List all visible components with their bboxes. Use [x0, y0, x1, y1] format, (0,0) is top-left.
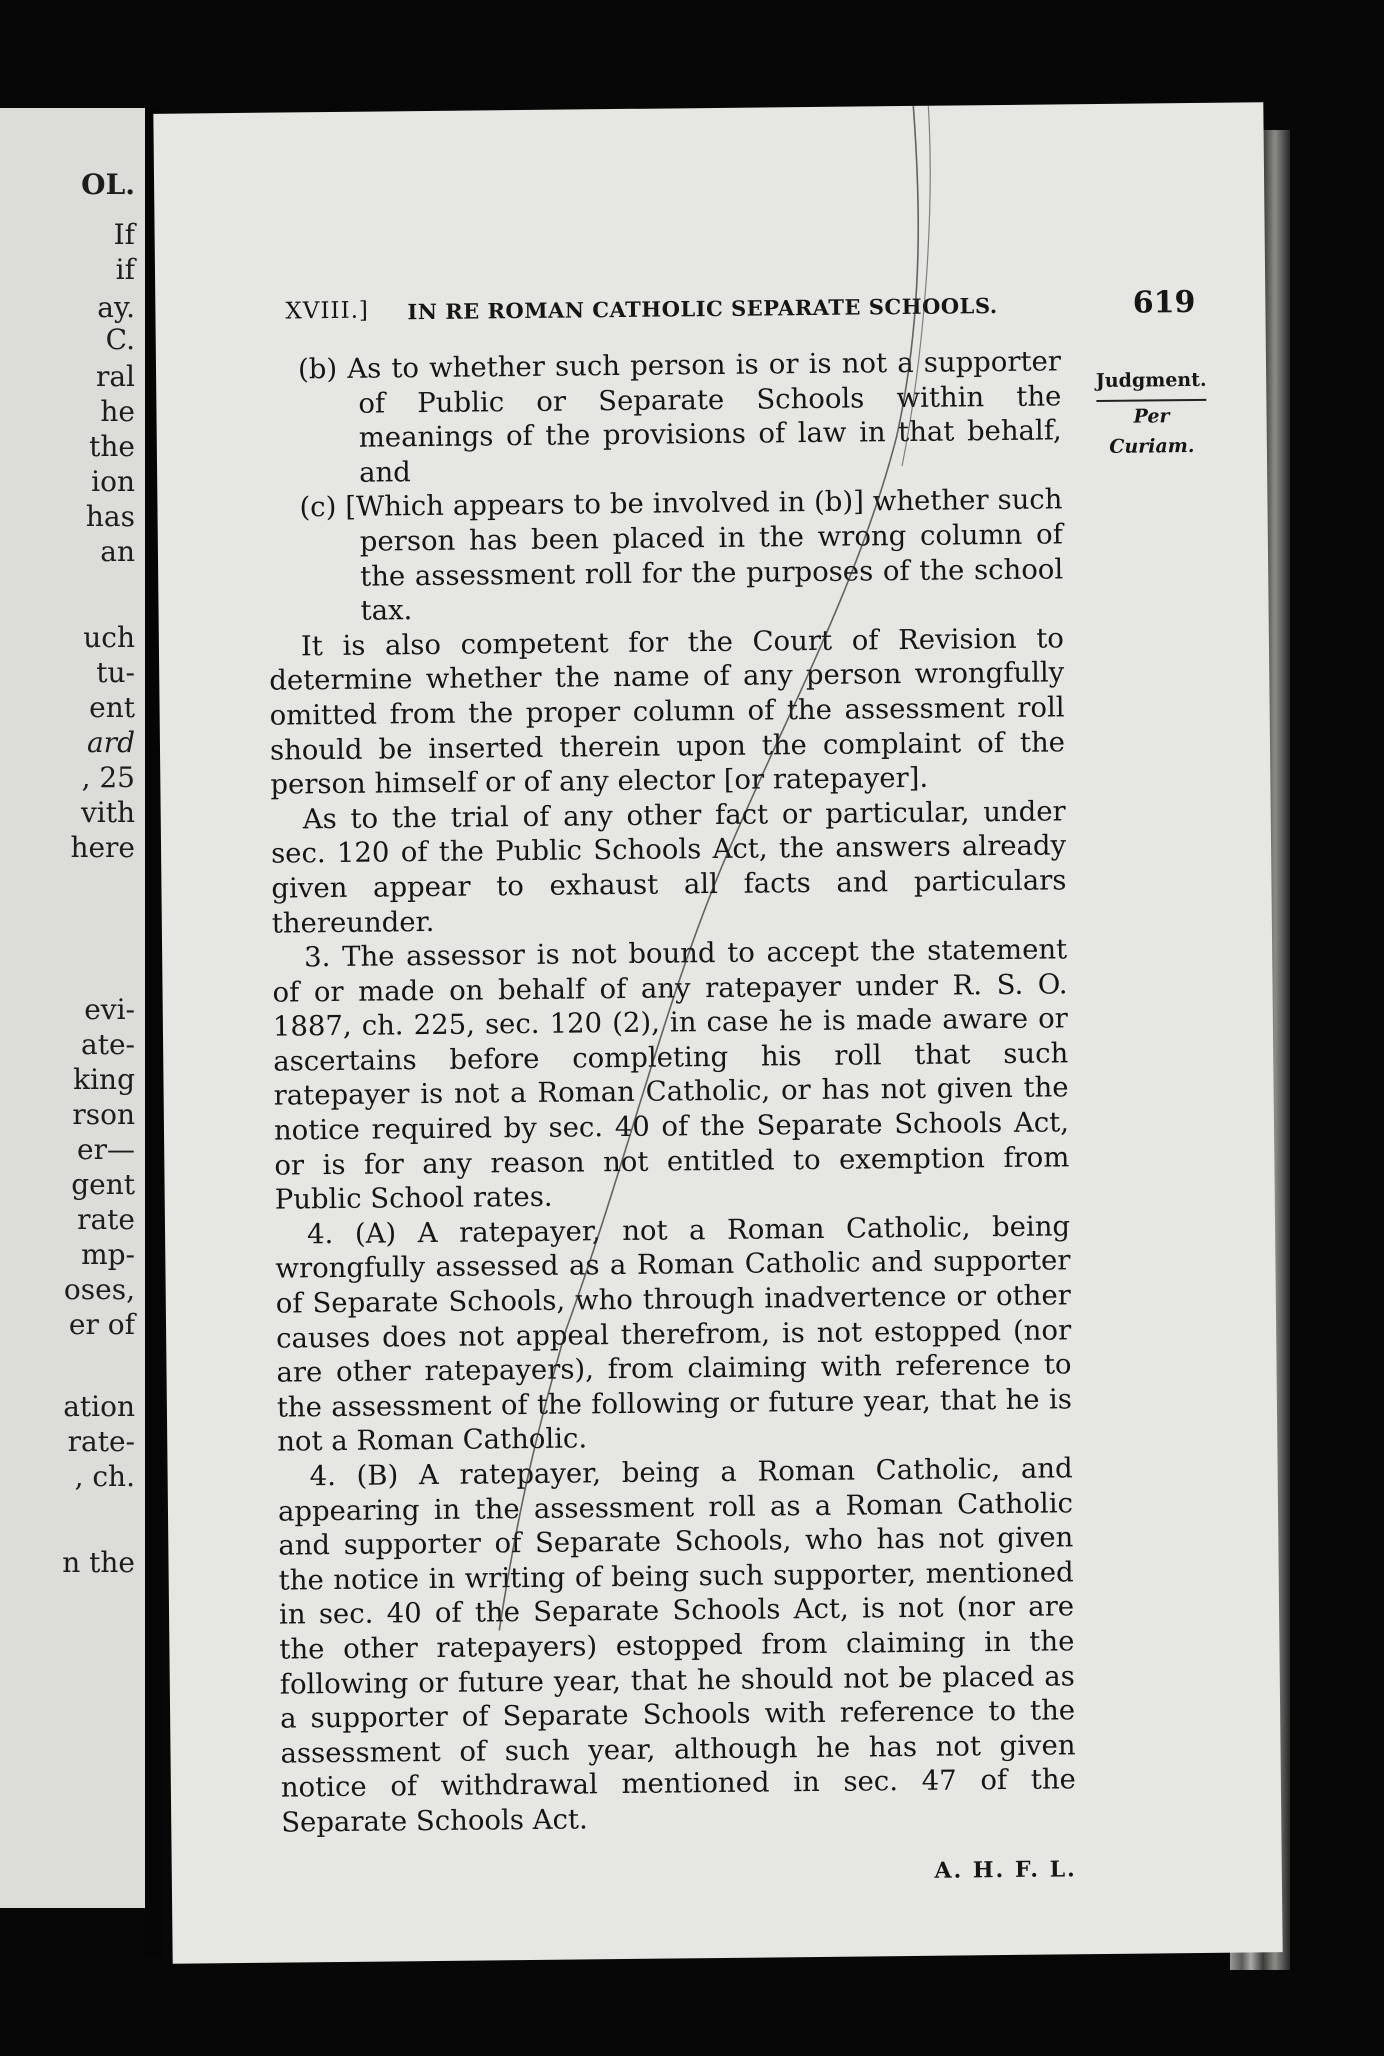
left-page-text-fragment: , 25	[81, 761, 135, 794]
page-body	[266, 344, 1077, 1894]
margin-note-subheading: Per Curiam.	[1096, 399, 1207, 462]
left-page-text-fragment: ard	[86, 726, 135, 759]
left-page-text-fragment: evi-	[84, 993, 135, 1026]
left-page-text-fragment: ion	[91, 465, 135, 498]
left-page-text-fragment: has	[85, 500, 135, 533]
paragraph-4b: 4. (B) A ratepayer, being a Roman Catholic, and appearing in the assessment roll as a Roman Catholic and supporter of Separate Schools, who has not given the notice in writing of being such supporter, mentioned in sec. 40 of the Separate Schools Act, is not (nor are the other ratepayers) estopped from claiming in the following or future year, that he should not be placed as a supporter of Separate Schools with reference to the assessment of such year, although he has not given notice of withdrawal mentioned in sec. 47 of the Separate Schools Act.	[277, 1452, 1077, 1839]
paragraph-court-of-revision: It is also competent for the Court of Revision to determine whether the name of any person wrongfully omitted from the proper column of the assessment roll should be inserted therein upon the complaint of the person himself or of any elector [or ratepayer].	[269, 622, 1066, 801]
left-page-text-fragment: mp-	[81, 1238, 135, 1271]
left-page-text-fragment: uch	[83, 621, 135, 654]
margin-note	[1076, 365, 1227, 463]
left-page-text-fragment: n the	[62, 1546, 135, 1579]
left-page-text-fragment: the	[89, 430, 135, 463]
clause-c: (c) [Which appears to be involved in (b)] whether such person has been placed in the wrong column of the assessment roll for the purposes of the school tax.	[299, 483, 1064, 627]
left-page-text-fragment: ral	[95, 360, 135, 393]
clause-b: (b) As to whether such person is or is not a supporter of Public or Separate Schools within the meanings of the provisions of law in that behalf, and	[297, 345, 1062, 489]
margin-note-heading: Judgment.	[1095, 368, 1207, 393]
page-number: 619	[1132, 284, 1196, 321]
left-page-fragment	[0, 108, 145, 1908]
running-header	[285, 284, 1196, 339]
left-page-text-fragment: vith	[80, 796, 135, 829]
left-page-text-fragment: oses,	[63, 1273, 135, 1306]
left-page-text-fragment: rate	[77, 1203, 135, 1236]
left-page-text-fragment: king	[73, 1063, 135, 1096]
left-page-text-fragment: tu-	[96, 656, 135, 689]
left-page-text-fragment: rson	[72, 1098, 135, 1131]
left-page-text-fragment: rate-	[67, 1425, 135, 1458]
left-page-text-fragment: er of	[68, 1308, 135, 1341]
volume-marker: XVIII.]	[285, 297, 370, 325]
author-initials: A. H. F. L.	[934, 1855, 1077, 1884]
left-page-text-fragment: C.	[105, 323, 135, 356]
left-page-text-fragment: gent	[71, 1168, 135, 1201]
paragraph-4a: 4. (A) A ratepayer, not a Roman Catholic, being wrongfully assessed as a Roman Catholic and supporter of Separate Schools, who through inadvertence or other causes does not appeal therefrom, is not estopped (nor are other ratepayers), from claiming with reference to the assessment of the following or future year, that he is not a Roman Catholic.	[275, 1210, 1073, 1459]
left-page-text-fragment: ent	[89, 691, 135, 724]
running-title: IN RE ROMAN CATHOLIC SEPARATE SCHOOLS.	[407, 293, 998, 325]
left-page-text-fragment: ation	[63, 1390, 135, 1423]
left-page-text-fragment: here	[70, 831, 135, 864]
paragraph-trial-of-facts: As to the trial of any other fact or particular, under sec. 120 of the Public Schools Act, the answers already given appear to exhaust all facts and particulars thereunder.	[270, 795, 1067, 940]
left-page-text-fragment: an	[100, 535, 135, 568]
left-page-text-fragment: he	[100, 395, 135, 428]
left-page-text-fragment: ate-	[81, 1028, 135, 1061]
left-page-text-fragment: er—	[77, 1133, 135, 1166]
left-page-text-fragment: If	[113, 218, 135, 251]
left-page-text-fragment: OL.	[81, 168, 135, 201]
left-page-text-fragment: ay.	[97, 291, 135, 324]
left-page-text-fragment: , ch.	[74, 1460, 135, 1493]
book-page	[153, 102, 1282, 1964]
paragraph-3: 3. The assessor is not bound to accept the statement of or made on behalf of any ratepayer under R. S. O. 1887, ch. 225, sec. 120 (2), in case he is made aware or ascertains before completing his roll that such ratepayer is not a Roman Catholic, or has not given the notice required by sec. 40 of the Separate Schools Act, or is for any reason not entitled to exemption from Public School rates.	[272, 933, 1070, 1216]
left-page-text-fragment: if	[115, 253, 135, 286]
